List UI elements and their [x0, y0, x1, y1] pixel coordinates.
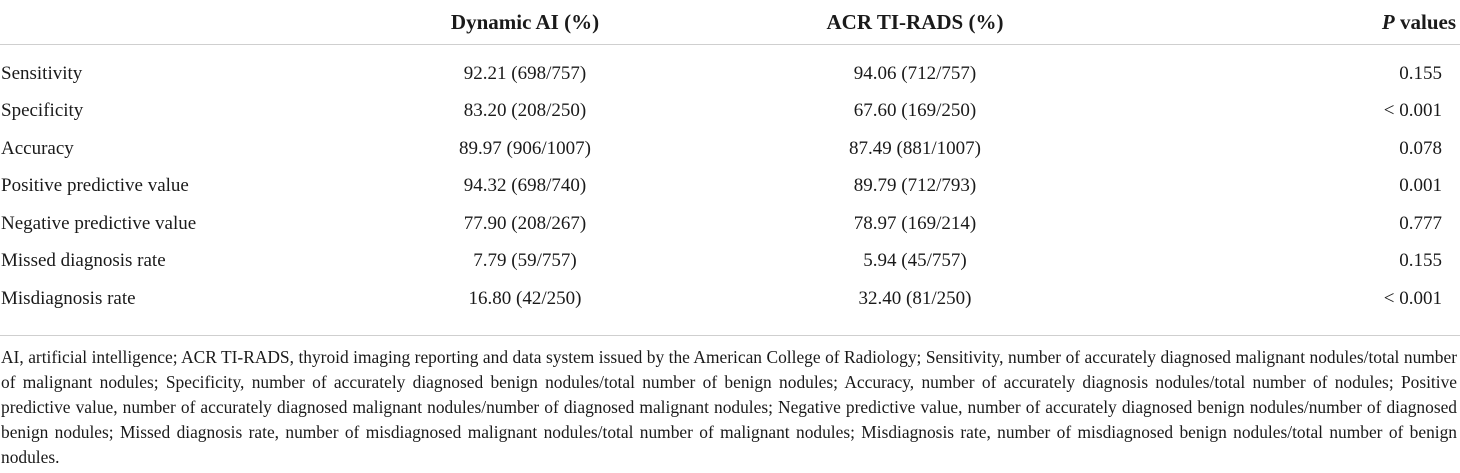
p-value-cell: < 0.001: [1383, 100, 1442, 122]
table-row: [0, 45, 1460, 93]
acr-tirads-cell: 67.60 (169/250): [853, 100, 977, 122]
table-row: [0, 205, 1460, 243]
header-row: [0, 0, 1460, 45]
header-acr-tirads: ACR TI-RADS (%): [720, 0, 1110, 45]
dynamic-ai-cell: 92.21 (698/757): [463, 62, 587, 84]
header-p-rest: values: [1394, 9, 1456, 34]
table-row: [0, 168, 1460, 206]
metric-cell: Sensitivity: [1, 62, 83, 84]
metric-cell: Accuracy: [1, 137, 74, 159]
table-row: [0, 130, 1460, 168]
header-metric: [0, 0, 330, 45]
table-row: [0, 93, 1460, 131]
table-footnote: AI, artificial intelligence; ACR TI-RADS, thyroid imaging reporting and data system issued by the American College of Radiology; Sensitivity, number of accurately diagnosed malignant nodules/total number of malignant nodules; Specificity, number of accurately diagnosed benign nodules/total number of benign nodules; Accuracy, number of accurately diagnosis nodules/total number of nodules; Positive predictive value, number of accurately diagnosed malignant nodules/number of diagnosed malignant nodules; Negative predictive value, number of accurately diagnosed benign nodules/number of diagnosed benign nodules; Missed diagnosis rate, number of misdiagnosed malignant nodules/total number of malignant nodules; Misdiagnosis rate, number of misdiagnosed benign nodules/total number of benign nodules.: [1, 347, 1457, 467]
dynamic-ai-cell: 16.80 (42/250): [468, 287, 582, 309]
metric-cell: Negative predictive value: [1, 212, 197, 234]
dynamic-ai-cell: 7.79 (59/757): [473, 250, 577, 272]
metric-cell: Misdiagnosis rate: [1, 287, 136, 309]
p-value-cell: 0.155: [1399, 250, 1442, 272]
dynamic-ai-cell: 77.90 (208/267): [463, 212, 587, 234]
acr-tirads-cell: 94.06 (712/757): [853, 62, 977, 84]
p-value-cell: 0.155: [1399, 62, 1442, 84]
dynamic-ai-cell: 83.20 (208/250): [463, 100, 587, 122]
table-row: [0, 243, 1460, 281]
dynamic-ai-cell: 89.97 (906/1007): [459, 137, 591, 159]
metric-cell: Specificity: [1, 100, 84, 122]
header-p-values: [1110, 0, 1460, 45]
acr-tirads-cell: 87.49 (881/1007): [849, 137, 981, 159]
acr-tirads-cell: 89.79 (712/793): [853, 175, 977, 197]
acr-tirads-cell: 78.97 (169/214): [853, 212, 977, 234]
header-dynamic-ai: Dynamic AI (%): [330, 0, 720, 45]
acr-tirads-cell: 32.40 (81/250): [858, 287, 972, 309]
metric-cell: Missed diagnosis rate: [1, 250, 166, 272]
p-value-cell: 0.777: [1399, 212, 1442, 234]
metric-cell: Positive predictive value: [1, 175, 189, 197]
p-value-cell: 0.001: [1399, 175, 1442, 197]
p-value-cell: 0.078: [1399, 137, 1442, 159]
table-header: [0, 0, 1460, 45]
p-value-cell: < 0.001: [1383, 287, 1442, 309]
table-bottom-rule: [0, 335, 1460, 336]
header-p-italic: P: [1381, 9, 1395, 34]
table-body: [0, 45, 1460, 324]
table-row: [0, 280, 1460, 324]
dynamic-ai-cell: 94.32 (698/740): [463, 175, 587, 197]
acr-tirads-cell: 5.94 (45/757): [863, 250, 967, 272]
